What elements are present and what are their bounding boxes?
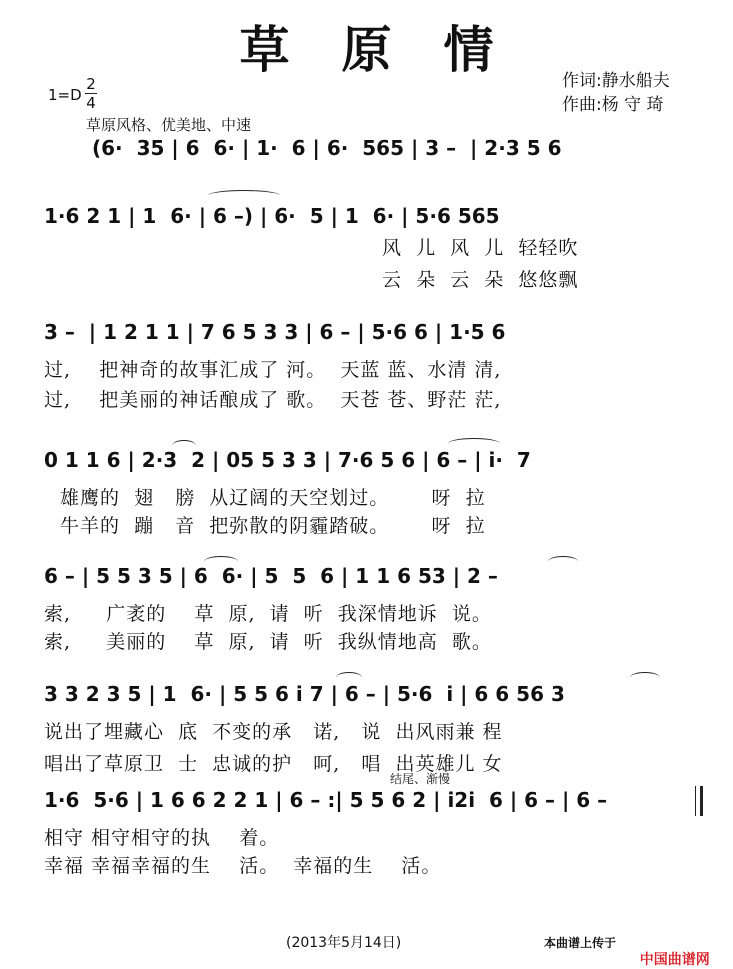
notes-line-7: 1·6 5·6 | 1 6 6 2 2 1 | 6 – :| 5 5 6 2 | i2i 6 | 6 – | 6 – [44, 788, 608, 812]
lyricist-credit: 作词:静水船夫 [562, 71, 670, 91]
lyrics-line-2-verse-1: 风 儿 风 儿 轻轻吹 [382, 237, 579, 259]
lyrics-line-2-verse-2: 云 朵 云 朵 悠悠飘 [382, 269, 579, 291]
time-signature-top: 2 [86, 75, 96, 93]
composer-credit: 作曲:杨 守 琦 [562, 95, 664, 115]
lyrics-line-3-verse-1: 过, 把神奇的故事汇成了 河。 天蓝 蓝、水清 清, [44, 359, 502, 381]
notes-line-6: 3 3 2 3 5 | 1 6· | 5 5 6 i 7 | 6 – | 5·6 i | 6 6 56 3 [44, 682, 565, 706]
style-note: 草原风格、优美地、中速 [86, 116, 252, 134]
ending-tempo-note: 结尾、渐慢 [390, 772, 451, 786]
slur-mark [208, 190, 280, 201]
notes-line-2: 1·6 2 1 | 1 6· | 6 –) | 6· 5 | 1 6· | 5·6 565 [44, 204, 500, 228]
lyrics-line-7-verse-1: 相守 相守相守的执 着。 [44, 827, 280, 849]
notes-line-3: 3 – | 1 2 1 1 | 7 6 5 3 3 | 6 – | 5·6 6 | 1·5 6 [44, 320, 506, 344]
date-footer: (2013年5月14日) [286, 935, 402, 951]
slur-mark [630, 672, 660, 683]
lyrics-line-7-verse-2: 幸福 幸福幸福的生 活。 幸福的生 活。 [44, 855, 442, 877]
lyrics-line-4-verse-2: 牛羊的 蹦 音 把弥散的阴霾踏破。 呀 拉 [60, 515, 486, 537]
key-signature: 1=D [48, 86, 82, 104]
lyrics-line-4-verse-1: 雄鹰的 翅 膀 从辽阔的天空划过。 呀 拉 [60, 487, 486, 509]
site-logo[interactable] [630, 933, 710, 969]
lyrics-line-6-verse-1: 说出了埋藏心 底 不变的承 诺, 说 出风雨兼 程 [44, 721, 503, 743]
notes-line-1: (6· 35 | 6 6· | 1· 6 | 6· 565 | 3 – | 2·3 5 6 [92, 136, 562, 160]
lyrics-line-5-verse-2: 索, 美丽的 草 原, 请 听 我纵情地高 歌。 [44, 631, 492, 653]
lyrics-line-6-verse-2: 唱出了草原卫 士 忠诚的护 呵, 唱 出英雄儿 女 [44, 753, 503, 775]
notes-line-4: 0 1 1 6 | 2·3 2 | 05 5 3 3 | 7·6 5 6 | 6 – | i· 7 [44, 448, 531, 472]
song-title: 草原情 [239, 20, 546, 79]
lyrics-line-5-verse-1: 索, 广袤的 草 原, 请 听 我深情地诉 说。 [44, 603, 492, 625]
logo-text: 中国曲谱网 [639, 952, 710, 968]
slur-mark [548, 556, 578, 567]
lyrics-line-3-verse-2: 过, 把美丽的神话酿成了 歌。 天苍 苍、野茫 茫, [44, 389, 502, 411]
time-signature-bottom: 4 [86, 94, 96, 112]
final-barline [695, 786, 703, 816]
notes-line-5: 6 – | 5 5 3 5 | 6 6· | 5 5 6 | 1 1 6 53 | 2 – [44, 564, 498, 588]
upload-label: 本曲谱上传于 [544, 936, 617, 950]
